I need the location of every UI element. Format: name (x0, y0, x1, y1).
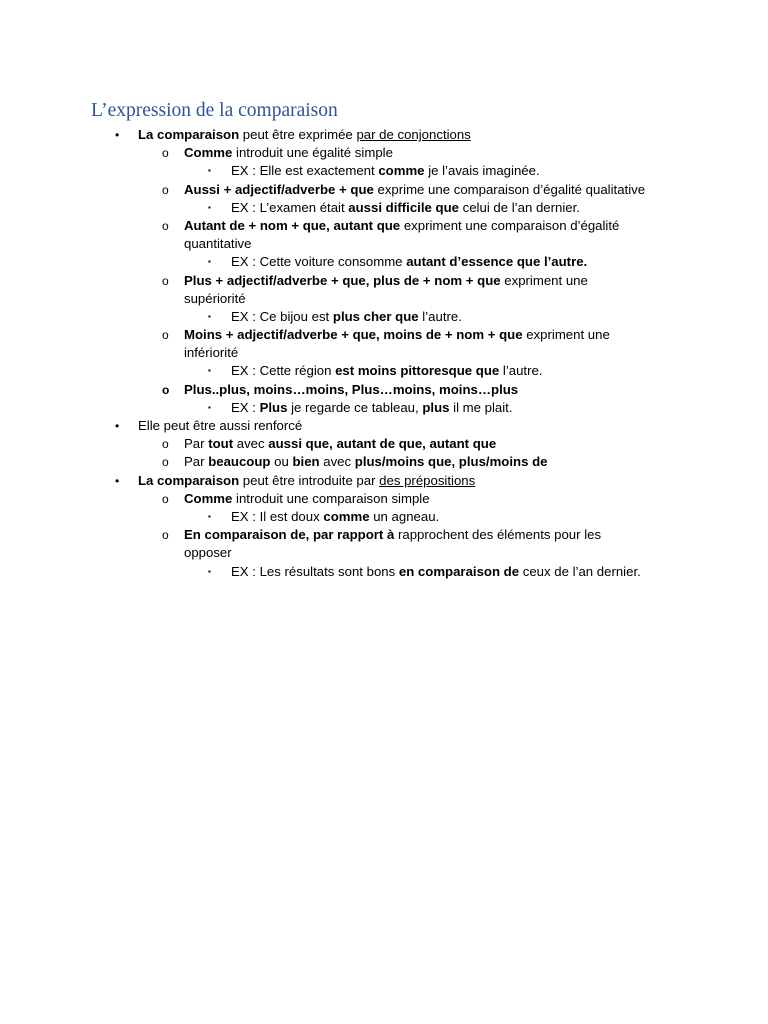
bold-text: Moins + adjectif/adverbe + que, moins de + nom + que (184, 327, 523, 343)
text-run: EX : Elle est exactement (231, 163, 379, 179)
text-run: ou (270, 454, 293, 470)
text-run: supériorité (184, 290, 246, 306)
list-item (0, 362, 768, 380)
bold-text: tout (208, 436, 234, 452)
bold-text: bien (292, 454, 320, 470)
text-run: peut être introduite par (239, 472, 380, 488)
square-bullet-icon: ▪ (208, 511, 211, 521)
square-bullet-icon: ▪ (208, 166, 211, 176)
disc-bullet-icon: • (115, 128, 120, 142)
text-run: un agneau. (369, 508, 440, 524)
page-title: L’expression de la comparaison (91, 100, 338, 121)
text-run: EX : L’examen était (231, 199, 349, 215)
text-run: introduit une égalité simple (232, 145, 393, 161)
list-item-text (231, 508, 439, 526)
text-run: l’autre. (499, 363, 543, 379)
circle-bullet-icon: o (162, 491, 169, 506)
circle-bullet-icon: o (162, 218, 169, 233)
bold-text: La comparaison (138, 472, 240, 488)
disc-bullet-icon: • (115, 419, 120, 433)
text-run: EX : (231, 399, 260, 415)
list-item (0, 162, 768, 180)
text-run: Par (184, 436, 209, 452)
list-item (0, 235, 768, 253)
text-run: EX : Les résultats sont bons (231, 563, 399, 579)
list-item-text (184, 144, 393, 162)
text-run: EX : Ce bijou est (231, 308, 333, 324)
bold-text: plus (422, 399, 450, 415)
text-run: rapprochent des éléments pour les (394, 527, 602, 543)
list-item (0, 253, 768, 271)
bold-text: autant d’essence que l’autre. (406, 254, 588, 270)
bold-text: Comme (184, 145, 233, 161)
bold-text: comme (378, 163, 425, 179)
circle-bullet-icon: o (162, 528, 169, 543)
text-run: introduit une comparaison simple (232, 490, 430, 506)
text-run: je regarde ce tableau, (287, 399, 423, 415)
list-item (0, 199, 768, 217)
list-item-text (231, 308, 462, 326)
underlined-text: par de conjonctions (356, 127, 471, 142)
circle-bullet-icon: o (162, 182, 169, 197)
list-item (0, 435, 768, 453)
bold-text: aussi difficile que (348, 199, 459, 215)
bold-text: Autant de + nom + que, autant que (184, 217, 401, 233)
text-run: Par (184, 454, 209, 470)
bold-text: Plus (259, 399, 288, 415)
list-item-text (184, 235, 251, 253)
text-run: expriment une (500, 272, 588, 288)
bold-text: plus cher que (332, 308, 419, 324)
list-item-text (184, 381, 518, 399)
list-item (0, 181, 768, 199)
square-bullet-icon: ▪ (208, 566, 211, 576)
list-item-text (138, 126, 471, 144)
list-item-text (231, 253, 587, 271)
square-bullet-icon: ▪ (208, 402, 211, 412)
list-item (0, 290, 768, 308)
square-bullet-icon: ▪ (208, 202, 211, 212)
list-item (0, 144, 768, 162)
text-run: je l’avais imaginée. (424, 163, 540, 179)
square-bullet-icon: ▪ (208, 311, 211, 321)
list-item (0, 508, 768, 526)
list-item (0, 526, 768, 544)
text-run: celui de l’an dernier. (458, 199, 580, 215)
list-item (0, 563, 768, 581)
text-run: il me plait. (449, 399, 513, 415)
text-run: l’autre. (418, 308, 462, 324)
text-run: infériorité (184, 345, 239, 361)
list-item (0, 399, 768, 417)
square-bullet-icon: ▪ (208, 366, 211, 376)
list-item-text (231, 162, 540, 180)
text-run: quantitative (184, 236, 252, 252)
list-item (0, 217, 768, 235)
list-item-text (138, 472, 475, 490)
text-run: avec (319, 454, 355, 470)
list-item-text (184, 435, 496, 453)
list-item-text (184, 453, 547, 471)
list-item (0, 126, 768, 144)
text-run: EX : Cette voiture consomme (231, 254, 407, 270)
list-item-text (231, 563, 641, 581)
list-item-text (184, 326, 610, 344)
list-item-text (184, 344, 238, 362)
bold-text: Plus..plus, moins…moins, Plus…moins, moins…plus (184, 381, 519, 397)
list-item-text (184, 217, 619, 235)
list-item (0, 544, 768, 562)
circle-bullet-icon: o (162, 382, 170, 397)
text-run: avec (233, 436, 269, 452)
bold-text: La comparaison (138, 127, 240, 142)
bullet-list (0, 126, 768, 581)
list-item-text (231, 399, 513, 417)
circle-bullet-icon: o (162, 455, 169, 470)
list-item (0, 272, 768, 290)
bold-text: aussi que, autant de que, autant que (268, 436, 497, 452)
text-run: peut être exprimée (239, 127, 357, 142)
text-run: exprime une comparaison d’égalité qualitative (373, 181, 646, 197)
text-run: EX : Il est doux (231, 508, 324, 524)
square-bullet-icon: ▪ (208, 257, 211, 267)
bold-text: est moins pittoresque que (335, 363, 500, 379)
list-item (0, 344, 768, 362)
text-run: opposer (184, 545, 232, 561)
list-item-text (231, 362, 542, 380)
list-item-text (184, 290, 246, 308)
list-item-text (138, 417, 302, 435)
list-item (0, 326, 768, 344)
list-item (0, 472, 768, 490)
list-item (0, 381, 768, 399)
list-item-text (231, 199, 580, 217)
list-item (0, 417, 768, 435)
text-run: ceux de l’an dernier. (519, 563, 641, 579)
list-item (0, 490, 768, 508)
list-item (0, 453, 768, 471)
bold-text: Comme (184, 490, 233, 506)
circle-bullet-icon: o (162, 437, 169, 452)
bold-text: Plus + adjectif/adverbe + que, plus de + nom + que (184, 272, 501, 288)
list-item-text (184, 526, 601, 544)
bold-text: Aussi + adjectif/adverbe + que (184, 181, 374, 197)
circle-bullet-icon: o (162, 328, 169, 343)
list-item-text (184, 490, 430, 508)
list-item-text (184, 181, 645, 199)
underlined-text: des prépositions (379, 472, 476, 488)
bold-text: en comparaison de (398, 563, 520, 579)
text-run: expriment une (522, 327, 610, 343)
list-item (0, 308, 768, 326)
list-item-text (184, 272, 588, 290)
circle-bullet-icon: o (162, 273, 169, 288)
list-item-text (184, 544, 232, 562)
circle-bullet-icon: o (162, 146, 169, 161)
bold-text: plus/moins que, plus/moins de (354, 454, 548, 470)
text-run: EX : Cette région (231, 363, 336, 379)
bold-text: comme (323, 508, 370, 524)
bold-text: beaucoup (208, 454, 271, 470)
disc-bullet-icon: • (115, 473, 120, 488)
text-run: expriment une comparaison d’égalité (400, 217, 620, 233)
text-run: Elle peut être aussi renforcé (138, 418, 303, 433)
bold-text: En comparaison de, par rapport à (184, 527, 395, 543)
